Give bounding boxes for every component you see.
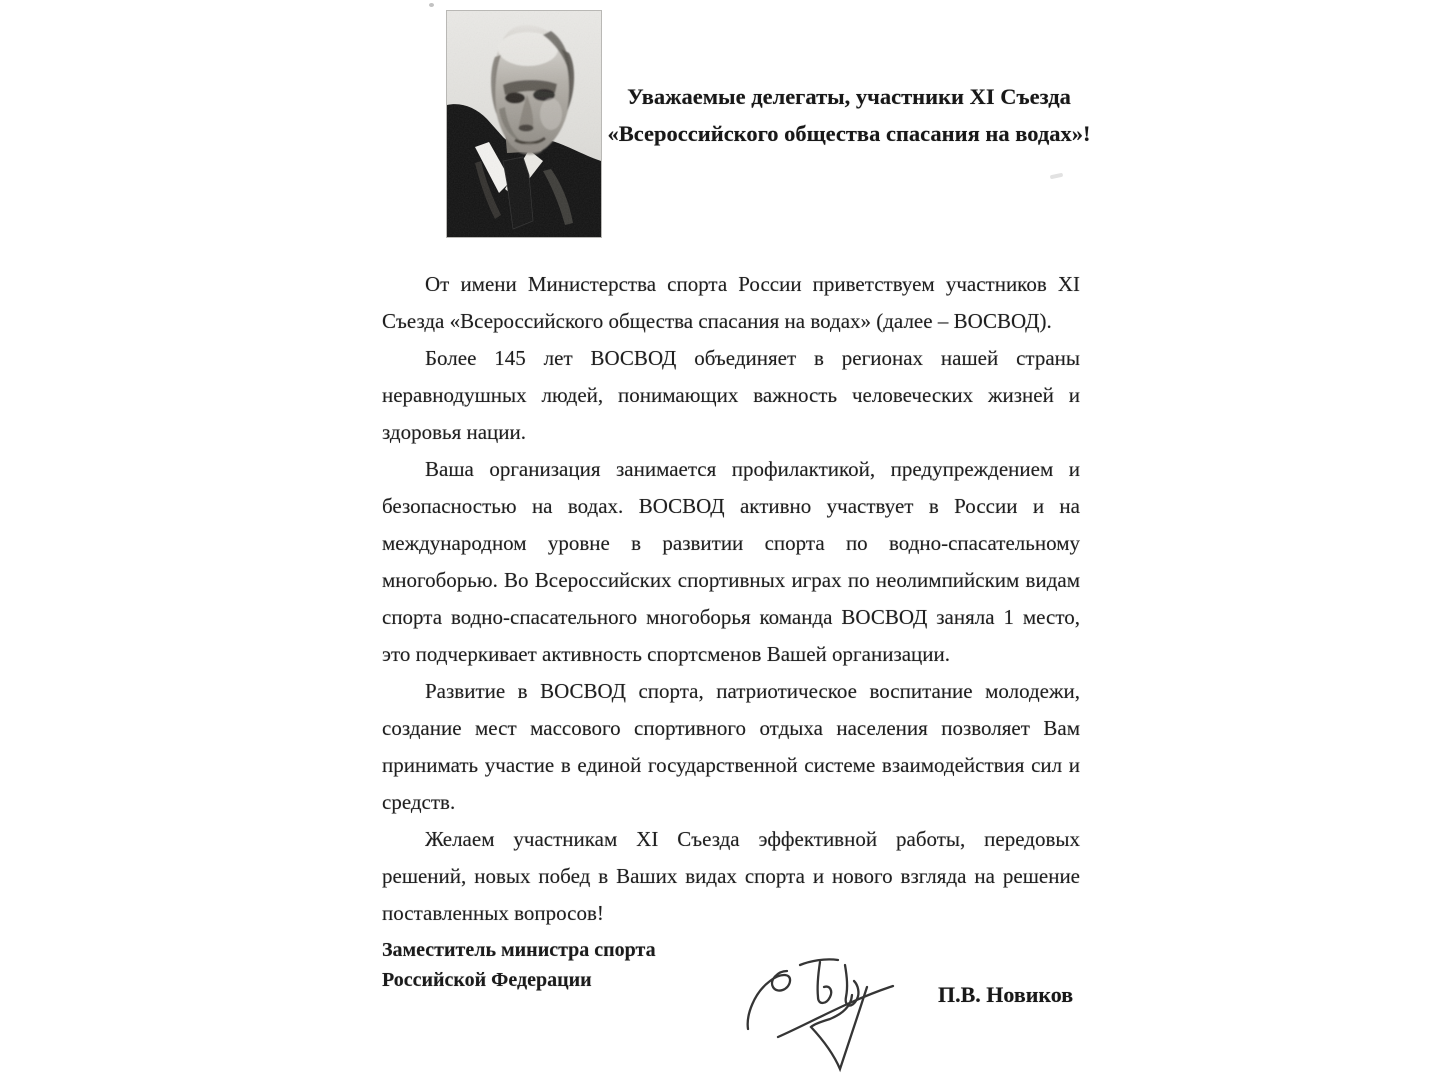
- letter-body-line: Развитие в ВОСВОД спорта, патриотическое воспитание молодежи,: [425, 679, 1080, 703]
- letter-body-line: Съезда «Всероссийского общества спасания на водах» (далее – ВОСВОД).: [382, 309, 1052, 333]
- signer-name: П.В. Новиков: [938, 982, 1074, 1007]
- heading-line-2: «Всероссийского общества спасания на водах»!: [607, 121, 1091, 146]
- letter-body-line: От имени Министерства спорта России приветствуем участников XI: [425, 272, 1080, 296]
- handwritten-signature: [730, 935, 910, 1080]
- letter-body-line: решений, новых побед в Ваших видах спорта и нового взгляда на решение: [382, 864, 1080, 888]
- letter-body-line: международном уровне в развитии спорта по водно-спасательному: [382, 531, 1080, 555]
- scan-smudge-artifact: [1050, 173, 1064, 180]
- scan-speck-artifact: [429, 3, 434, 7]
- signer-title-line-1: Заместитель министра спорта: [382, 939, 656, 961]
- letter-body-line: Желаем участникам XI Съезда эффективной работы, передовых: [425, 827, 1080, 851]
- letter-body-line: неравнодушных людей, понимающих важность человеческих жизней и: [382, 383, 1080, 407]
- letter-body-line: многоборью. Во Всероссийских спортивных играх по неолимпийским видам: [382, 568, 1080, 592]
- letter-body-line: Более 145 лет ВОСВОД объединяет в регионах нашей страны: [425, 346, 1080, 370]
- heading-line-1: Уважаемые делегаты, участники XI Съезда: [627, 84, 1071, 109]
- letter-body-line: принимать участие в единой государственной системе взаимодействия сил и: [382, 753, 1080, 777]
- signer-title-line-2: Российской Федерации: [382, 969, 592, 991]
- letter-body-line: это подчеркивает активность спортсменов Вашей организации.: [382, 642, 951, 666]
- letter-body-line: безопасностью на водах. ВОСВОД активно участвует в России и на: [382, 494, 1080, 518]
- letter-body-line: создание мест массового спортивного отдыха населения позволяет Вам: [382, 716, 1080, 740]
- letter-heading: [605, 78, 1093, 152]
- portrait-photo: [447, 11, 601, 237]
- signer-title: [382, 935, 656, 995]
- letter-body-line: поставленных вопросов!: [382, 901, 604, 925]
- letter-body: [382, 266, 1080, 932]
- letter-body-line: спорта водно-спасательного многоборья команда ВОСВОД заняла 1 место,: [382, 605, 1080, 629]
- letter-body-line: Ваша организация занимается профилактикой, предупреждением и: [425, 457, 1080, 481]
- portrait-photo-image: [447, 11, 601, 237]
- letter-body-line: здоровья нации.: [382, 420, 527, 444]
- letter-body-line: средств.: [382, 790, 456, 814]
